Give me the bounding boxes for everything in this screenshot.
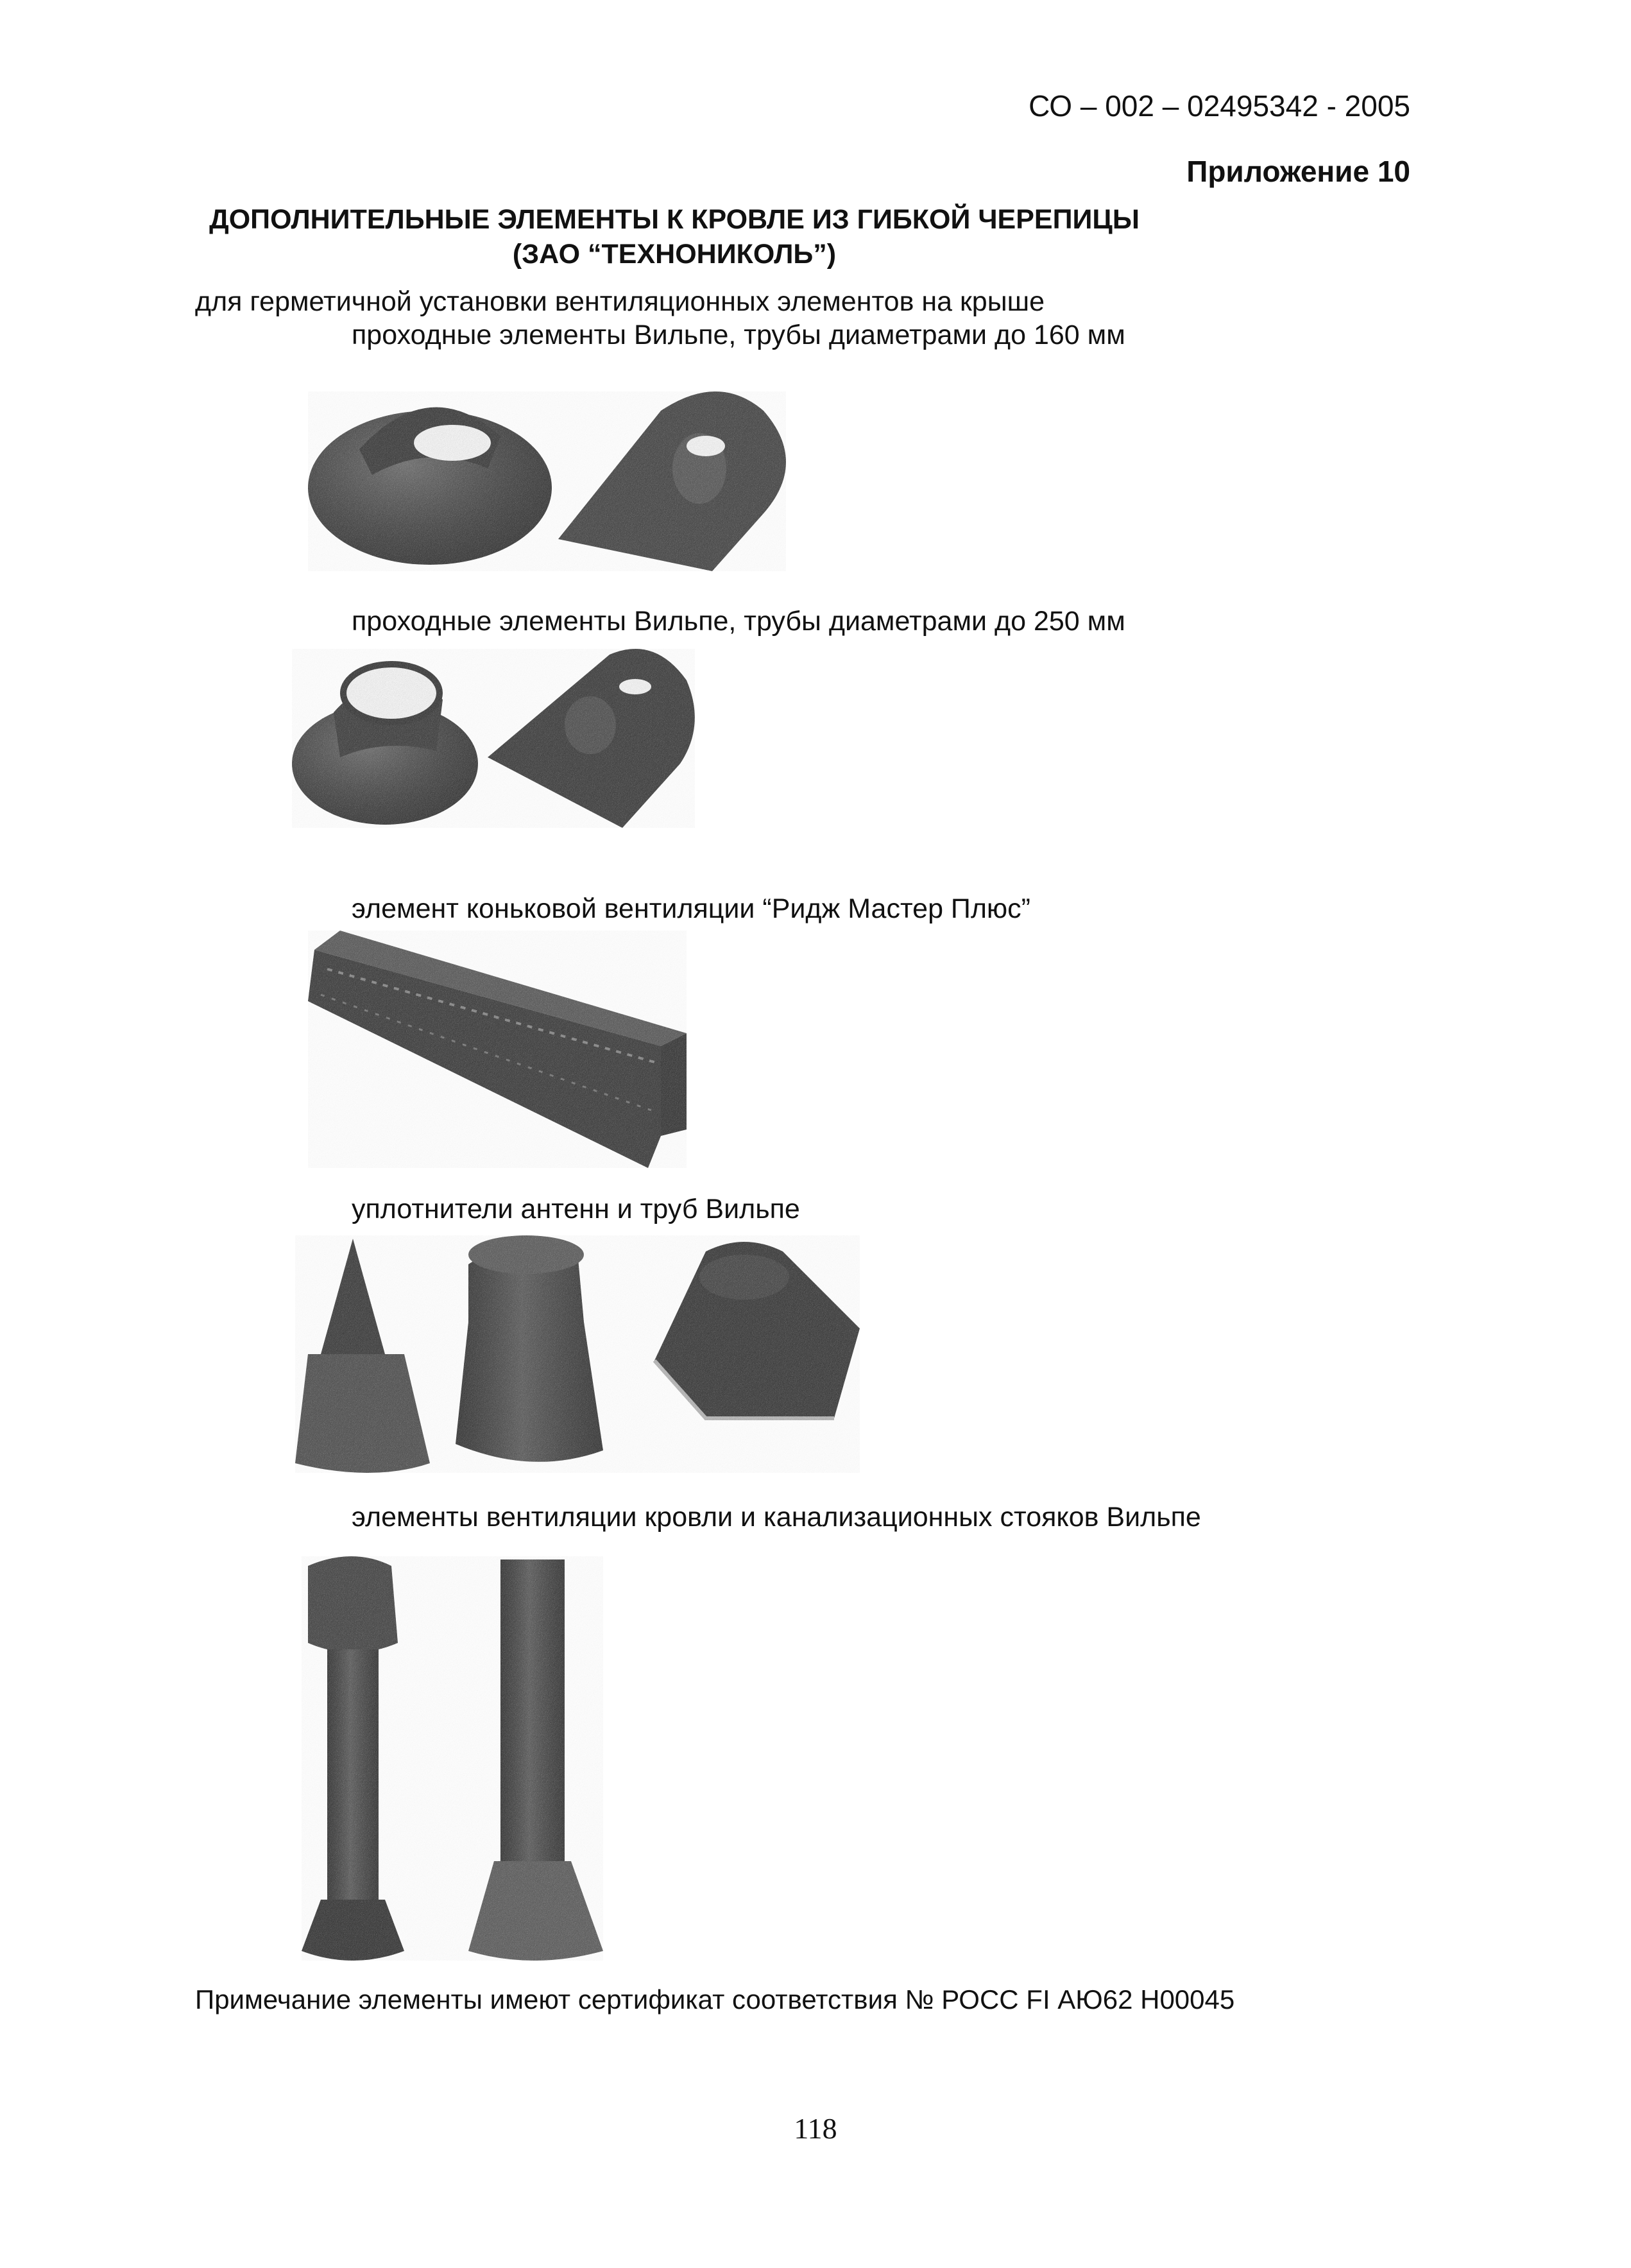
ridge-master-plus-image bbox=[302, 924, 712, 1174]
section-caption-160mm: проходные элементы Вильпе, трубы диаметрами до 160 мм bbox=[352, 320, 1125, 350]
intro-text: для герметичной установки вентиляционных элементов на крыше bbox=[195, 286, 1045, 317]
section-caption-ventilation: элементы вентиляции кровли и канализационных стояков Вильпе bbox=[352, 1502, 1201, 1533]
roof-ventilation-elements-image bbox=[295, 1553, 629, 1964]
page-number: 118 bbox=[794, 2112, 837, 2145]
section-caption-ridge-master: элемент коньковой вентиляции “Ридж Мастер Плюс” bbox=[352, 893, 1030, 924]
vilpe-160mm-pass-elements-image bbox=[302, 372, 828, 578]
document-code: СО – 002 – 02495342 - 2005 bbox=[1029, 89, 1410, 123]
section-caption-250mm: проходные элементы Вильпе, трубы диаметрами до 250 мм bbox=[352, 606, 1125, 637]
certificate-note: Примечание элементы имеют сертификат соответствия № РОСС FI АЮ62 Н00045 bbox=[195, 1984, 1235, 2015]
vilpe-250mm-pass-elements-image bbox=[289, 642, 738, 834]
section-caption-seals: уплотнители антенн и труб Вильпе bbox=[352, 1194, 800, 1224]
page-title-line-2: (ЗАО “ТЕХНОНИКОЛЬ”) bbox=[512, 239, 837, 270]
appendix-label: Приложение 10 bbox=[1186, 155, 1410, 188]
page-title-line-1: ДОПОЛНИТЕЛЬНЫЕ ЭЛЕМЕНТЫ К КРОВЛЕ ИЗ ГИБКОЙ ЧЕРЕПИЦЫ bbox=[209, 204, 1140, 235]
antenna-pipe-seals-image bbox=[282, 1226, 1052, 1482]
